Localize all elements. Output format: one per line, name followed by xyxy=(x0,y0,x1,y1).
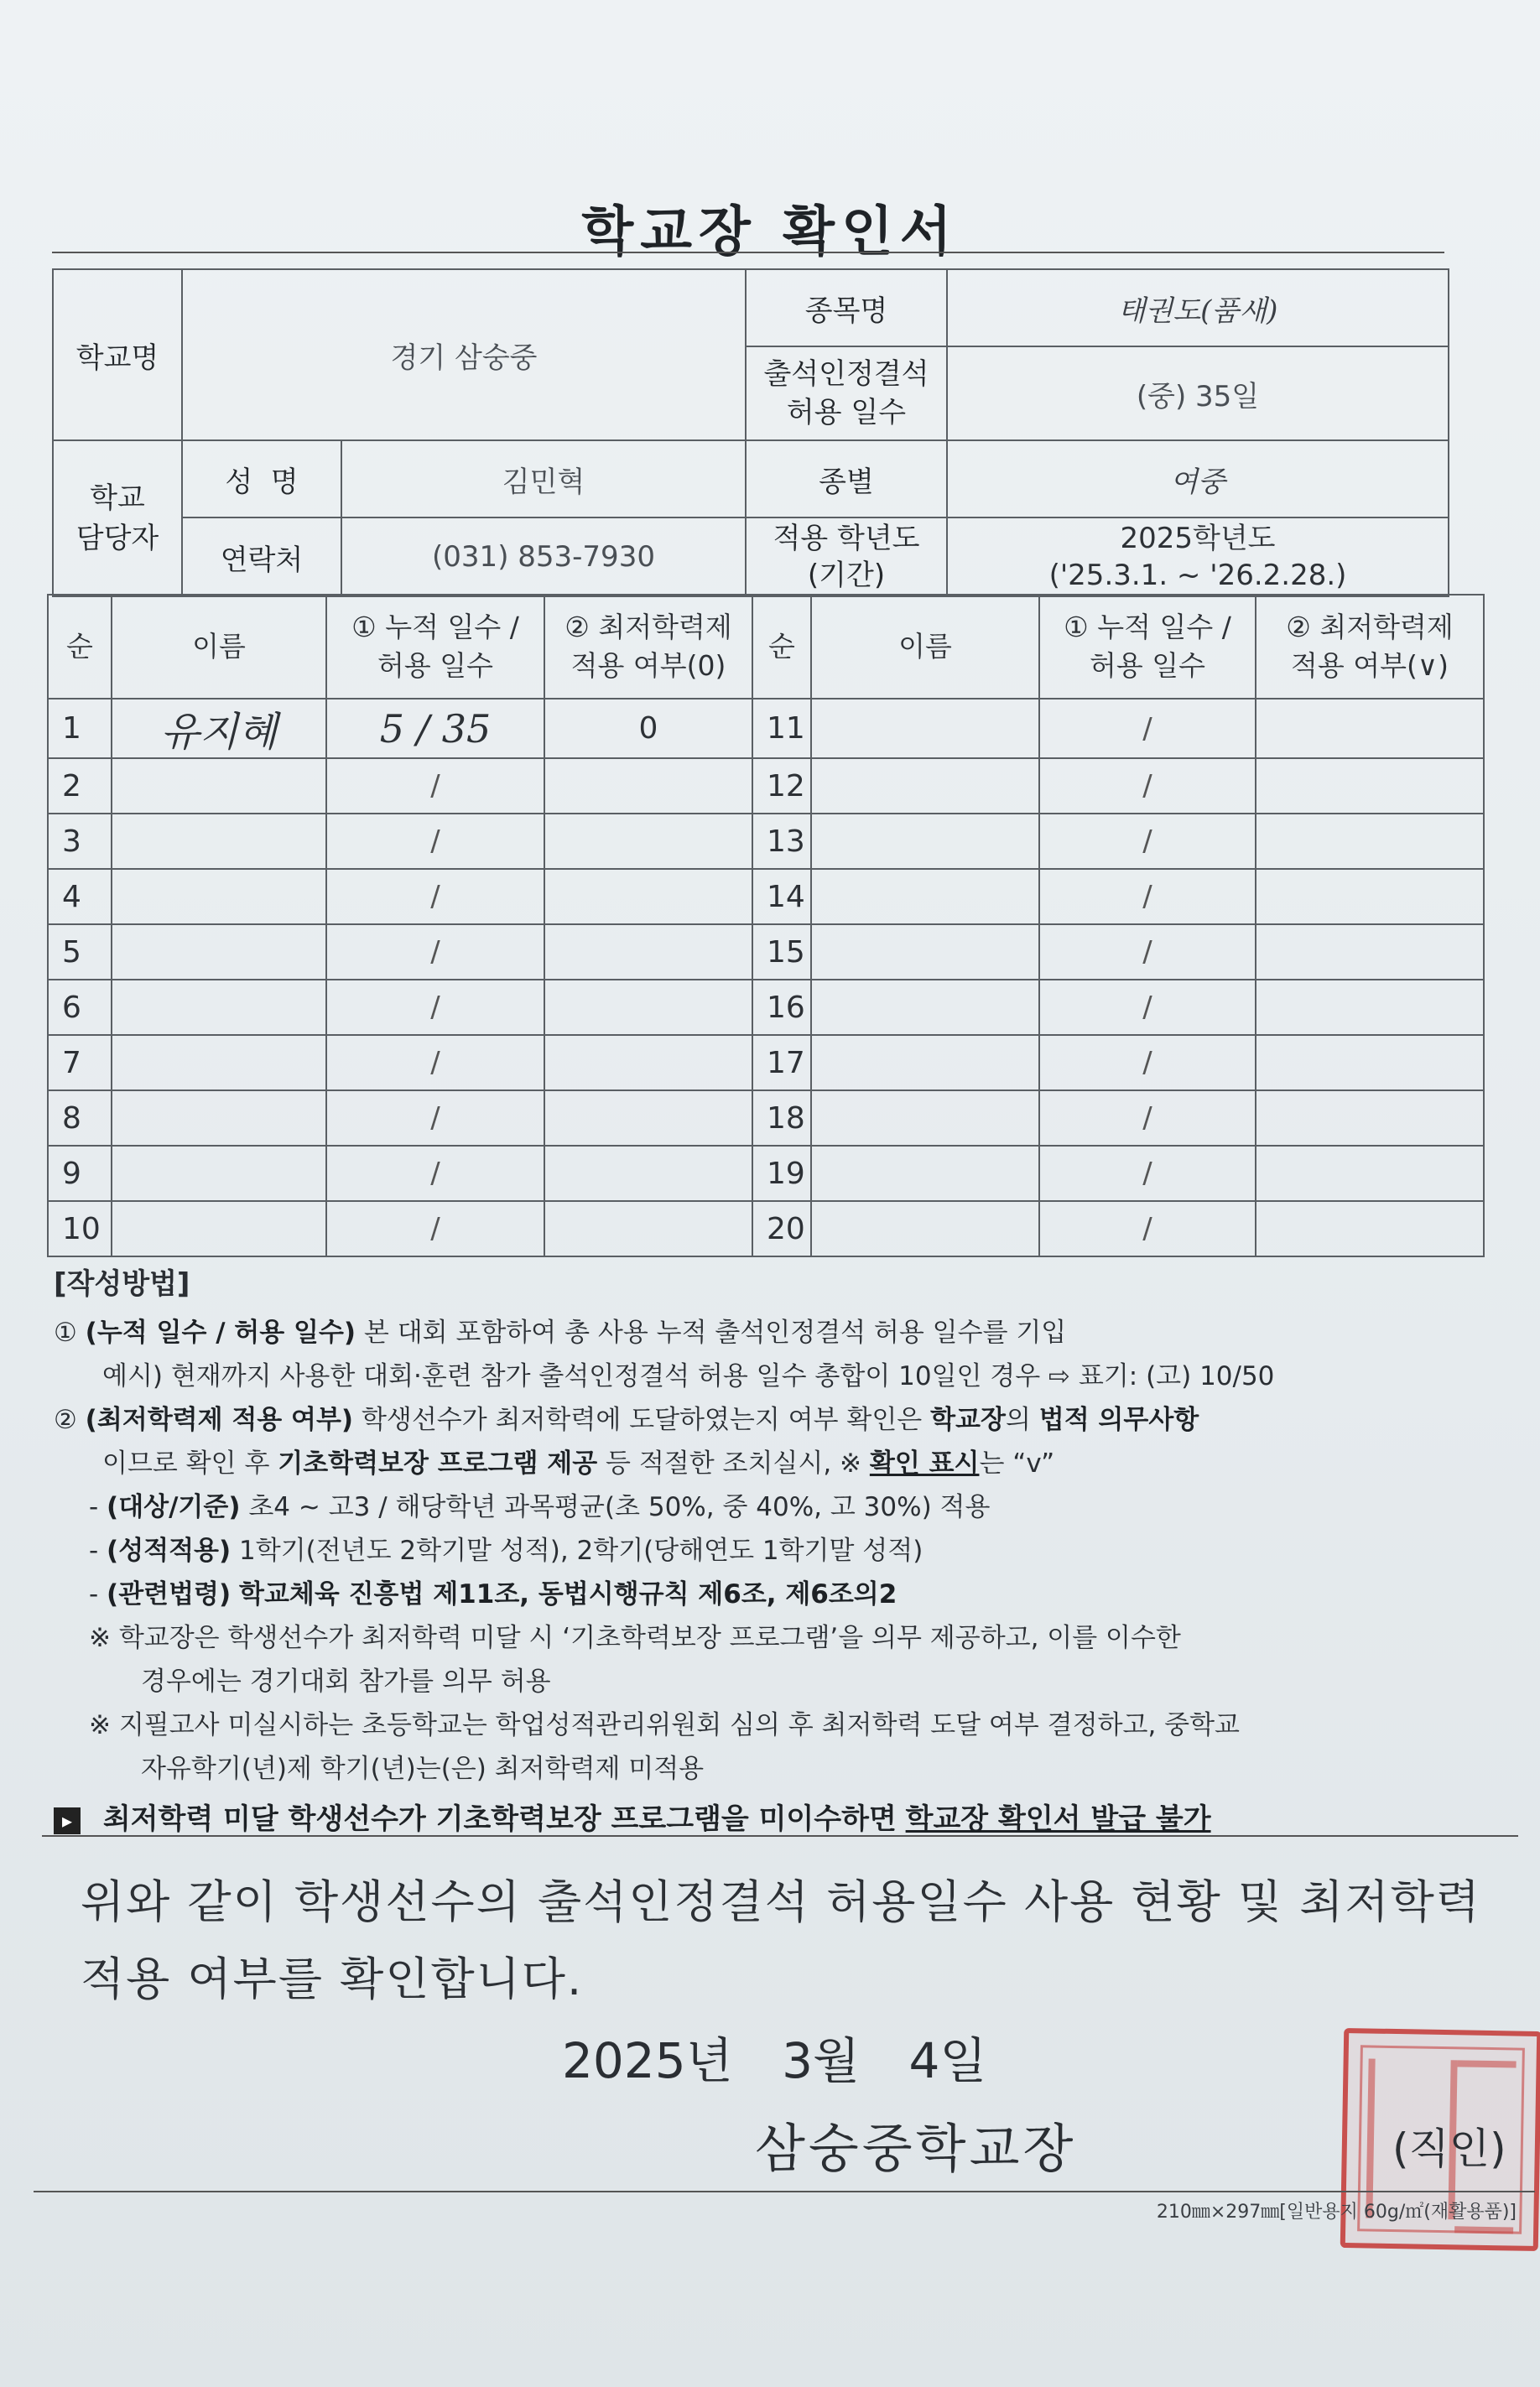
row-days-right: / xyxy=(1039,699,1256,758)
table-row xyxy=(48,980,1484,1035)
method-item-2-line2-a: 이므로 확인 후 xyxy=(102,1448,270,1479)
row-no: 4 xyxy=(48,869,112,924)
row-min xyxy=(544,1146,752,1201)
method-target-text: 초4 ~ 고3 / 해당학년 과목평균(초 50%, 중 40%, 고 30%) 적용 xyxy=(248,1492,991,1522)
table-row xyxy=(48,924,1484,980)
year-label xyxy=(746,517,947,596)
principal-name: 삼숭중학교장 xyxy=(755,2118,1077,2179)
date-year: 2025년 xyxy=(562,2032,733,2089)
row-min-right xyxy=(1256,869,1484,924)
header-days-left-line1: ① 누적 일수 / xyxy=(351,611,519,643)
row-no-right: 17 xyxy=(752,1035,811,1090)
method-item-2-bold-b: 학교장 xyxy=(930,1405,1006,1435)
row-name xyxy=(112,869,326,924)
row-name xyxy=(112,1035,326,1090)
row-min: 0 xyxy=(544,699,752,758)
header-no-right: 순 xyxy=(752,595,811,699)
method-note-1-line2: 경우에는 경기대회 참가를 의무 허용 xyxy=(141,1667,551,1697)
row-name xyxy=(112,1090,326,1146)
allowed-days-label xyxy=(746,346,947,440)
table-row xyxy=(48,1035,1484,1090)
row-no: 10 xyxy=(48,1201,112,1256)
row-min-right xyxy=(1256,1035,1484,1090)
row-min xyxy=(544,924,752,980)
row-days-right: / xyxy=(1039,1201,1256,1256)
issue-date xyxy=(562,2021,986,2092)
allowed-days-value: (중) 35일 xyxy=(947,346,1449,440)
row-no-right: 19 xyxy=(752,1146,811,1201)
table-row xyxy=(48,1146,1484,1201)
row-no: 1 xyxy=(48,699,112,758)
row-no-right: 16 xyxy=(752,980,811,1035)
method-law-bold: (관련법령) xyxy=(107,1579,232,1610)
row-no-right: 15 xyxy=(752,924,811,980)
method-target-bold: (대상/기준) xyxy=(107,1492,241,1522)
gender-value: 여중 xyxy=(947,440,1449,517)
header-min-right-line1: ② 최저학력제 xyxy=(1286,611,1454,643)
row-name-right xyxy=(811,1090,1039,1146)
method-item-2-text-c: 의 xyxy=(1005,1405,1031,1435)
row-days-right: / xyxy=(1039,869,1256,924)
confirm-statement: 위와 같이 학생선수의 출석인정결석 허용일수 사용 현황 및 최저학력 적용 여부를 확인합니다. xyxy=(81,1875,1481,2005)
row-name: 유지혜 xyxy=(112,699,326,758)
row-days-right: / xyxy=(1039,924,1256,980)
row-name-right xyxy=(811,869,1039,924)
header-min-left xyxy=(544,595,752,699)
manager-label xyxy=(53,440,182,596)
row-days: / xyxy=(326,1146,544,1201)
row-min-right xyxy=(1256,1146,1484,1201)
attendance-table xyxy=(47,594,1485,1257)
table-row xyxy=(48,1201,1484,1256)
method-item-1 xyxy=(54,1311,1480,1355)
row-min-right xyxy=(1256,814,1484,869)
manager-label-line2: 담당자 xyxy=(75,522,159,555)
method-item-1-example: 예시) 현재까지 사용한 대회·훈련 참가 출석인정결석 허용 일수 총합이 10일인 경우 ⇨ 표기: (고) 10/50 xyxy=(102,1361,1275,1391)
row-min xyxy=(544,758,752,814)
title-rule xyxy=(52,252,1444,253)
row-days-right: / xyxy=(1039,1035,1256,1090)
row-no-right: 13 xyxy=(752,814,811,869)
row-min-right xyxy=(1256,699,1484,758)
name-label: 성 명 xyxy=(182,440,341,517)
row-days-right: / xyxy=(1039,1090,1256,1146)
method-item-2-line2-b: 등 적절한 조치실시, ※ xyxy=(606,1448,862,1479)
row-min-right xyxy=(1256,758,1484,814)
method-item-2-line2-bold2: 확인 표시 xyxy=(869,1448,980,1479)
row-min-right xyxy=(1256,924,1484,980)
table-row xyxy=(48,869,1484,924)
header-days-left-line2: 허용 일수 xyxy=(377,649,493,682)
row-name xyxy=(112,924,326,980)
row-days: / xyxy=(326,980,544,1035)
row-no: 2 xyxy=(48,758,112,814)
row-name-right xyxy=(811,1146,1039,1201)
method-item-2-line2-c: 는 “v” xyxy=(979,1448,1055,1479)
row-min xyxy=(544,869,752,924)
row-no: 3 xyxy=(48,814,112,869)
school-label: 학교명 xyxy=(53,269,182,440)
method-target: - (대상/기준) 초4 ~ 고3 / 해당학년 과목평균(초 50%, 중 40%, 고 30%) 적용 xyxy=(89,1492,991,1522)
row-no: 6 xyxy=(48,980,112,1035)
year-value: 2025학년도 xyxy=(1120,522,1276,555)
row-name xyxy=(112,814,326,869)
row-name-right xyxy=(811,699,1039,758)
row-min xyxy=(544,1035,752,1090)
header-no-left: 순 xyxy=(48,595,112,699)
row-days: / xyxy=(326,1201,544,1256)
header-name-right: 이름 xyxy=(811,595,1039,699)
row-name xyxy=(112,758,326,814)
table-row xyxy=(48,758,1484,814)
row-name-right xyxy=(811,814,1039,869)
year-period: ('25.3.1. ~ '26.2.28.) xyxy=(1048,559,1347,592)
row-name xyxy=(112,1201,326,1256)
method-item-2-bold-d: 법적 의무사항 xyxy=(1038,1405,1199,1435)
method-item-1-text: 본 대회 포함하여 총 사용 누적 출석인정결석 허용 일수를 기입 xyxy=(363,1318,1067,1348)
row-no: 5 xyxy=(48,924,112,980)
row-name xyxy=(112,980,326,1035)
method-item-1-bold: (누적 일수 / 허용 일수) xyxy=(85,1318,356,1348)
header-min-right xyxy=(1256,595,1484,699)
row-min xyxy=(544,1090,752,1146)
row-name xyxy=(112,1146,326,1201)
paper-note: 210㎜×297㎜[일반용지 60g/㎡(재활용품)] xyxy=(1156,2202,1517,2223)
method-item-2-bold: (최저학력제 적용 여부) xyxy=(85,1405,354,1435)
header-days-right-line2: 허용 일수 xyxy=(1089,649,1205,682)
date-month: 3월 xyxy=(782,2032,861,2089)
header-min-left-line1: ② 최저학력제 xyxy=(564,611,732,643)
table-row xyxy=(48,814,1484,869)
row-name-right xyxy=(811,1201,1039,1256)
method-law-text: 학교체육 진흥법 제11조, 동법시행규칙 제6조, 제6조의2 xyxy=(239,1579,897,1610)
row-no-right: 18 xyxy=(752,1090,811,1146)
row-min-right xyxy=(1256,980,1484,1035)
method-final-underline: 학교장 확인서 발급 불가 xyxy=(905,1802,1211,1836)
attendance-header-row xyxy=(48,595,1484,699)
method-item-2-num: ② xyxy=(54,1405,77,1435)
square-arrow-icon: ▸ xyxy=(54,1807,81,1834)
row-name-right xyxy=(811,1035,1039,1090)
seal-label: (직인) xyxy=(1392,2124,1506,2173)
method-item-2-line2-bold: 기초학력보장 프로그램 제공 xyxy=(278,1448,598,1479)
method-law: - (관련법령) 학교체육 진흥법 제11조, 동법시행규칙 제6조, 제6조의2 xyxy=(89,1579,897,1610)
row-min xyxy=(544,980,752,1035)
method-note-2-line2: 자유학기(년)제 학기(년)는(은) 최저학력제 미적용 xyxy=(141,1754,705,1784)
row-days-right: / xyxy=(1039,758,1256,814)
sport-label: 종목명 xyxy=(746,269,947,346)
contact-label: 연락처 xyxy=(182,517,341,596)
row-days: / xyxy=(326,924,544,980)
name-value: 김민혁 xyxy=(341,440,746,517)
row-days: / xyxy=(326,1090,544,1146)
method-item-1-num: ① xyxy=(54,1318,77,1348)
year-label-line1: 적용 학년도 xyxy=(773,522,920,555)
header-days-left xyxy=(326,595,544,699)
table-row xyxy=(48,699,1484,758)
method-item-2 xyxy=(54,1398,1480,1442)
table-row xyxy=(48,1090,1484,1146)
row-name-right xyxy=(811,980,1039,1035)
row-days-right: / xyxy=(1039,980,1256,1035)
manager-label-line1: 학교 xyxy=(90,481,145,515)
row-no-right: 14 xyxy=(752,869,811,924)
row-no: 9 xyxy=(48,1146,112,1201)
row-days: / xyxy=(326,869,544,924)
method-item-2-text-a: 학생선수가 최저학력에 도달하였는지 여부 확인은 xyxy=(361,1405,923,1435)
row-min-right xyxy=(1256,1201,1484,1256)
row-days: / xyxy=(326,758,544,814)
row-days: / xyxy=(326,814,544,869)
method-heading: [작성방법] xyxy=(54,1267,190,1301)
row-no: 8 xyxy=(48,1090,112,1146)
header-name-left: 이름 xyxy=(112,595,326,699)
header-min-left-line2: 적용 여부(0) xyxy=(570,649,726,682)
row-min xyxy=(544,1201,752,1256)
year-value-cell xyxy=(947,517,1449,596)
sport-value: 태권도(품새) xyxy=(947,269,1449,346)
row-no: 7 xyxy=(48,1035,112,1090)
row-min xyxy=(544,814,752,869)
header-min-right-line2: 적용 여부(∨) xyxy=(1291,649,1449,682)
writing-method xyxy=(54,1262,1480,1841)
row-days: / xyxy=(326,1035,544,1090)
allowed-days-label-line1: 출석인정결석 xyxy=(763,357,929,391)
row-no-right: 12 xyxy=(752,758,811,814)
method-final-text: 최저학력 미달 학생선수가 기초학력보장 프로그램을 미이수하면 xyxy=(102,1802,897,1836)
method-item-2-line2 xyxy=(54,1442,1480,1485)
row-days-right: / xyxy=(1039,1146,1256,1201)
method-bottom-rule xyxy=(42,1835,1518,1837)
row-name-right xyxy=(811,758,1039,814)
date-day: 4일 xyxy=(908,2032,987,2089)
allowed-days-label-line2: 허용 일수 xyxy=(786,396,907,429)
row-days-right: / xyxy=(1039,814,1256,869)
row-min-right xyxy=(1256,1090,1484,1146)
method-grade: - (성적적용) 1학기(전년도 2학기말 성적), 2학기(당해연도 1학기말 성적) xyxy=(89,1536,923,1566)
row-name-right xyxy=(811,924,1039,980)
contact-value: (031) 853-7930 xyxy=(341,517,746,596)
gender-label: 종별 xyxy=(746,440,947,517)
method-grade-bold: (성적적용) xyxy=(107,1536,232,1566)
school-value: 경기 삼숭중 xyxy=(182,269,746,440)
method-grade-text: 1학기(전년도 2학기말 성적), 2학기(당해연도 1학기말 성적) xyxy=(239,1536,923,1566)
year-label-line2: (기간) xyxy=(807,559,886,592)
header-days-right xyxy=(1039,595,1256,699)
document-title: 학교장 확인서 xyxy=(581,201,959,263)
method-note-2-line1: ※ 지필고사 미실시하는 초등학교는 학업성적관리위원회 심의 후 최저학력 도달 여부 결정하고, 중학교 xyxy=(89,1710,1241,1740)
row-no-right: 11 xyxy=(752,699,811,758)
method-note-1-line1: ※ 학교장은 학생선수가 최저학력 미달 시 ‘기초학력보장 프로그램’을 의무 제공하고, 이를 이수한 xyxy=(89,1623,1181,1653)
row-no-right: 20 xyxy=(752,1201,811,1256)
header-days-right-line1: ① 누적 일수 / xyxy=(1064,611,1231,643)
footer-rule xyxy=(34,2191,1535,2192)
info-table xyxy=(52,268,1449,597)
row-days: 5 / 35 xyxy=(326,699,544,758)
